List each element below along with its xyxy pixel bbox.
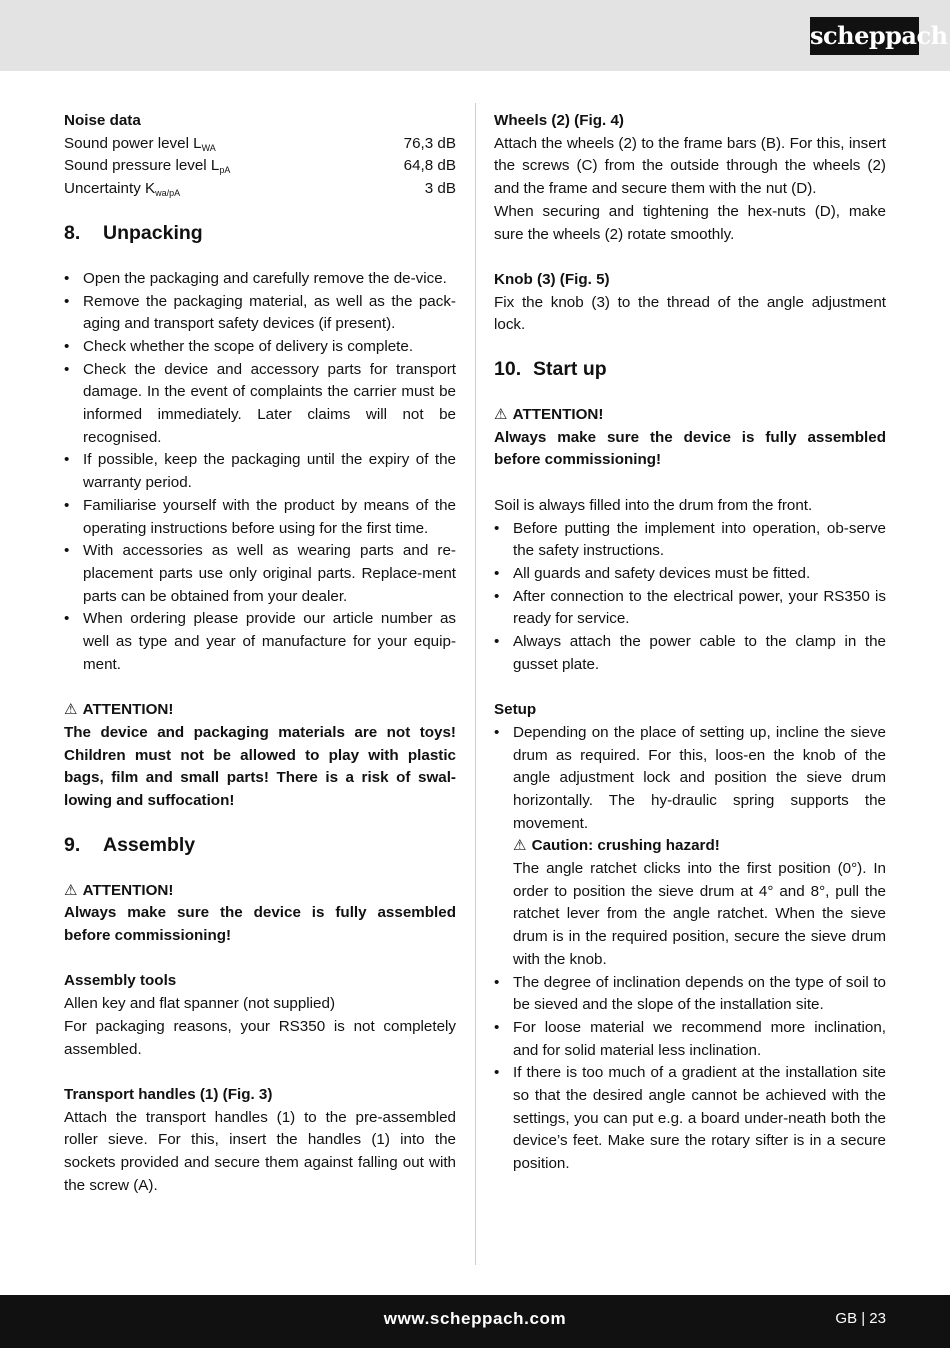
- section-title: Assembly: [103, 833, 196, 856]
- list-item: • Familiarise yourself with the product by means of the operating instructions before using for the first time.: [64, 496, 456, 537]
- section-title: Start up: [533, 358, 607, 381]
- section-heading-start-up: [494, 356, 886, 382]
- warning-triangle-icon: ⚠: [494, 406, 508, 424]
- noise-subscript: WA: [201, 142, 216, 153]
- list-item: • With accessories as well as wearing parts and re-placement parts use only original parts. Replace-ment parts can be obtained from your dealer.: [64, 542, 456, 605]
- section-heading-unpacking: [64, 220, 456, 246]
- list-item: • When ordering please provide our article number as well as type and year of manufacture for your equip-ment.: [64, 610, 456, 673]
- noise-subscript: wa/pA: [155, 188, 181, 199]
- noise-subscript: pA: [219, 165, 231, 176]
- section-number: 10.: [494, 358, 522, 381]
- list-item: • If there is too much of a gradient at the installation site so that the desired angle cannot be achieved with the settings, you can put e.g. a board under-neath both the device’s feet. Make sure the rotary sifter is in a secure position.: [494, 1064, 886, 1173]
- attention-label: ⚠ ATTENTION!: [64, 699, 456, 722]
- brand-logo: scheppach: [810, 17, 919, 55]
- footer-bar: [0, 1295, 950, 1348]
- list-item: • Open the packaging and carefully remove the de-vice.: [64, 269, 447, 287]
- paragraph: Soil is always filled into the drum from the front.: [494, 496, 813, 514]
- page-number: GB | 23: [835, 1310, 886, 1327]
- noise-label: Sound power level L: [64, 134, 202, 152]
- attention-label: ⚠ ATTENTION!: [494, 404, 886, 427]
- list-item: • Depending on the place of setting up, incline the sieve drum as required. For this, loos-en the knob of the angle adjustment lock and position the sieve drum horizontally. The hy-draulic spring supports the movement. ⚠ Caution: crushing hazard! The angle ratchet clicks into the first position (0°). In order to position the sieve drum at 4° and 8°, pull the ratchet lever from the angle ratchet. When the sieve drum is in the required position, secure the sieve drum with the knob.: [494, 723, 886, 968]
- section-number: 9.: [64, 833, 81, 856]
- right-column: [494, 110, 886, 1176]
- startup-list: [494, 518, 886, 677]
- left-column: [64, 110, 456, 1197]
- noise-title: Noise data: [64, 112, 141, 129]
- list-item: • All guards and safety devices must be fitted.: [494, 564, 811, 582]
- list-item: • Check whether the scope of delivery is complete.: [64, 337, 414, 355]
- list-item: • Always attach the power cable to the clamp in the gusset plate.: [494, 633, 886, 673]
- column-divider: [475, 103, 476, 1265]
- warning-triangle-icon: ⚠: [513, 837, 527, 855]
- noise-row: [64, 178, 456, 201]
- subheading-wheels: Wheels (2) (Fig. 4): [494, 112, 624, 129]
- paragraph: Attach the wheels (2) to the frame bars (B). For this, insert the screws (C) from the outside through the wheels (2) and the frame and secure them with the nut (D).: [494, 134, 886, 198]
- caution-label: ⚠ Caution: crushing hazard!: [513, 837, 720, 854]
- header-bar: [0, 0, 950, 71]
- subheading-transport-handles: Transport handles (1) (Fig. 3): [64, 1085, 273, 1103]
- website-link[interactable]: www.scheppach.com: [383, 1309, 567, 1328]
- list-item: • The degree of inclination depends on the type of soil to be sieved and the slope of the installation site.: [494, 973, 886, 1014]
- noise-value: 64,8 dB: [403, 157, 456, 175]
- attention-text: Always make sure the device is fully assembled before commissioning!: [64, 904, 456, 945]
- paragraph: For packaging reasons, your RS350 is not completely assembled.: [64, 1017, 456, 1058]
- noise-row: [64, 155, 456, 178]
- paragraph: When securing and tightening the hex-nuts (D), make sure the wheels (2) rotate smoothly.: [494, 202, 886, 243]
- section-title: Unpacking: [103, 221, 203, 244]
- paragraph: Fix the knob (3) to the thread of the angle adjustment lock.: [494, 293, 886, 334]
- paragraph: Attach the transport handles (1) to the pre-assembled roller sieve. For this, insert the handles (1) into the sockets provided and secure them against falling out with the screw (A).: [64, 1108, 456, 1194]
- attention-label: ⚠ ATTENTION!: [64, 880, 456, 903]
- setup-list: [494, 722, 886, 1176]
- noise-value: 76,3 dB: [403, 134, 456, 152]
- list-item: • If possible, keep the packaging until the expiry of the warranty period.: [64, 451, 456, 492]
- noise-label: Uncertainty K: [64, 180, 156, 198]
- warning-triangle-icon: ⚠: [64, 701, 78, 719]
- attention-text: The device and packaging materials are not toys! Children must not be allowed to play with plastic bags, film and small parts! There is a risk of swal-lowing and suffocation!: [64, 723, 456, 809]
- paragraph: Allen key and flat spanner (not supplied): [64, 995, 336, 1013]
- list-item: • Before putting the implement into operation, ob-serve the safety instructions.: [494, 519, 886, 560]
- subheading-knob: Knob (3) (Fig. 5): [494, 270, 610, 288]
- list-item: • Check the device and accessory parts for transport damage. In the event of complaints the carrier must be informed immediately. Later claims will not be recognised.: [64, 360, 456, 446]
- warning-triangle-icon: ⚠: [64, 881, 78, 899]
- list-item: • After connection to the electrical power, your RS350 is ready for service.: [494, 587, 886, 628]
- list-item: • For loose material we recommend more inclination, and for solid material less inclination.: [494, 1018, 886, 1059]
- section-heading-assembly: [64, 832, 456, 858]
- list-item: • Remove the packaging material, as well as the pack-aging and transport safety devices (if present).: [64, 292, 456, 333]
- subheading-assembly-tools: Assembly tools: [64, 972, 177, 990]
- section-number: 8.: [64, 221, 81, 244]
- noise-value: 3 dB: [424, 180, 456, 198]
- attention-text: Always make sure the device is fully assembled before commissioning!: [494, 428, 886, 469]
- subheading-setup: Setup: [494, 701, 537, 719]
- noise-label: Sound pressure level L: [64, 157, 220, 175]
- noise-row: [64, 133, 456, 156]
- unpacking-list: [64, 268, 456, 677]
